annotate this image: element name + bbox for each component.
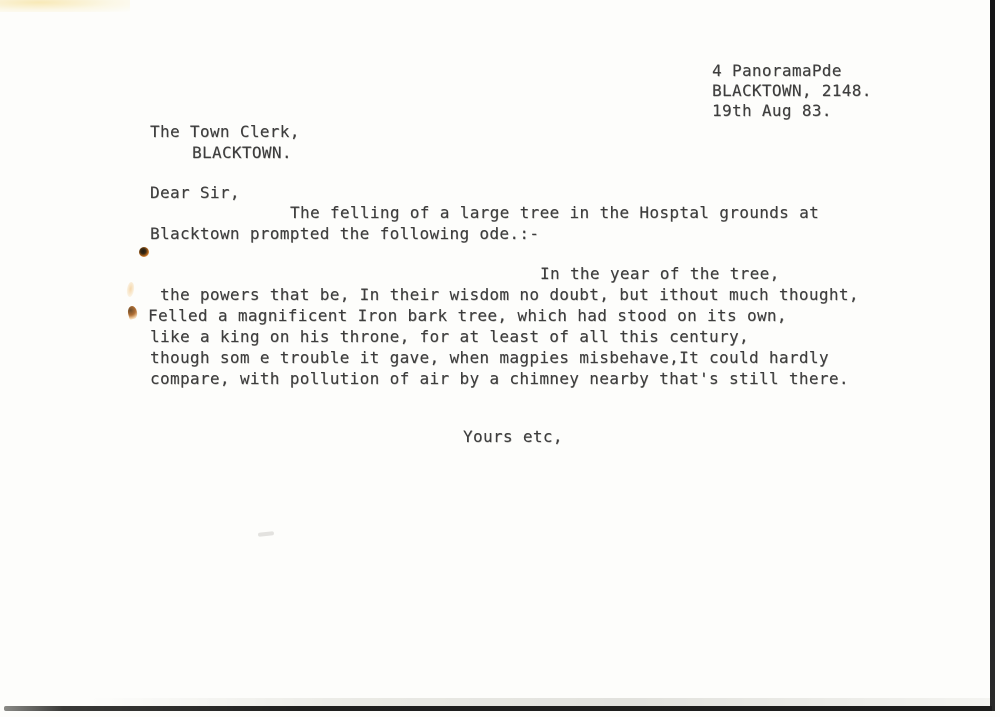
intro-line: The felling of a large tree in the Hosptal grounds at: [290, 203, 820, 222]
salutation: Dear Sir,: [150, 183, 240, 202]
sender-address-line: 4 PanoramaPde: [712, 61, 842, 80]
scan-edge-bottom: [4, 706, 992, 711]
poem-line: like a king on his throne, for at least of all this century,: [150, 327, 749, 346]
recipient-line: The Town Clerk,: [150, 122, 300, 141]
poem-line: compare, with pollution of air by a chimney nearby that's still there.: [150, 369, 849, 388]
poem-line: the powers that be, In their wisdom no doubt, but ithout much thought,: [160, 285, 859, 304]
closing: Yours etc,: [463, 427, 563, 446]
sender-address-line: 19th Aug 83.: [712, 101, 832, 120]
rust-stain-streak: [126, 282, 135, 298]
recipient-line: BLACKTOWN.: [192, 143, 292, 162]
rust-stain-mark: [127, 305, 139, 320]
poem-line: though som e trouble it gave, when magpies misbehave,It could hardly: [150, 348, 829, 367]
rust-stain-dot: [139, 247, 149, 257]
intro-line: Blacktown prompted the following ode.:-: [150, 224, 540, 243]
sender-address-line: BLACKTOWN, 2148.: [712, 81, 872, 100]
poem-line: Felled a magnificent Iron bark tree, which had stood on its own,: [148, 306, 787, 325]
scan-edge-right: [990, 0, 995, 711]
faint-pencil-mark: [258, 531, 274, 537]
paper-smudge-top-left: [0, 0, 130, 12]
scan-shadow-bottom: [90, 698, 990, 706]
poem-line: In the year of the tree,: [540, 264, 780, 283]
